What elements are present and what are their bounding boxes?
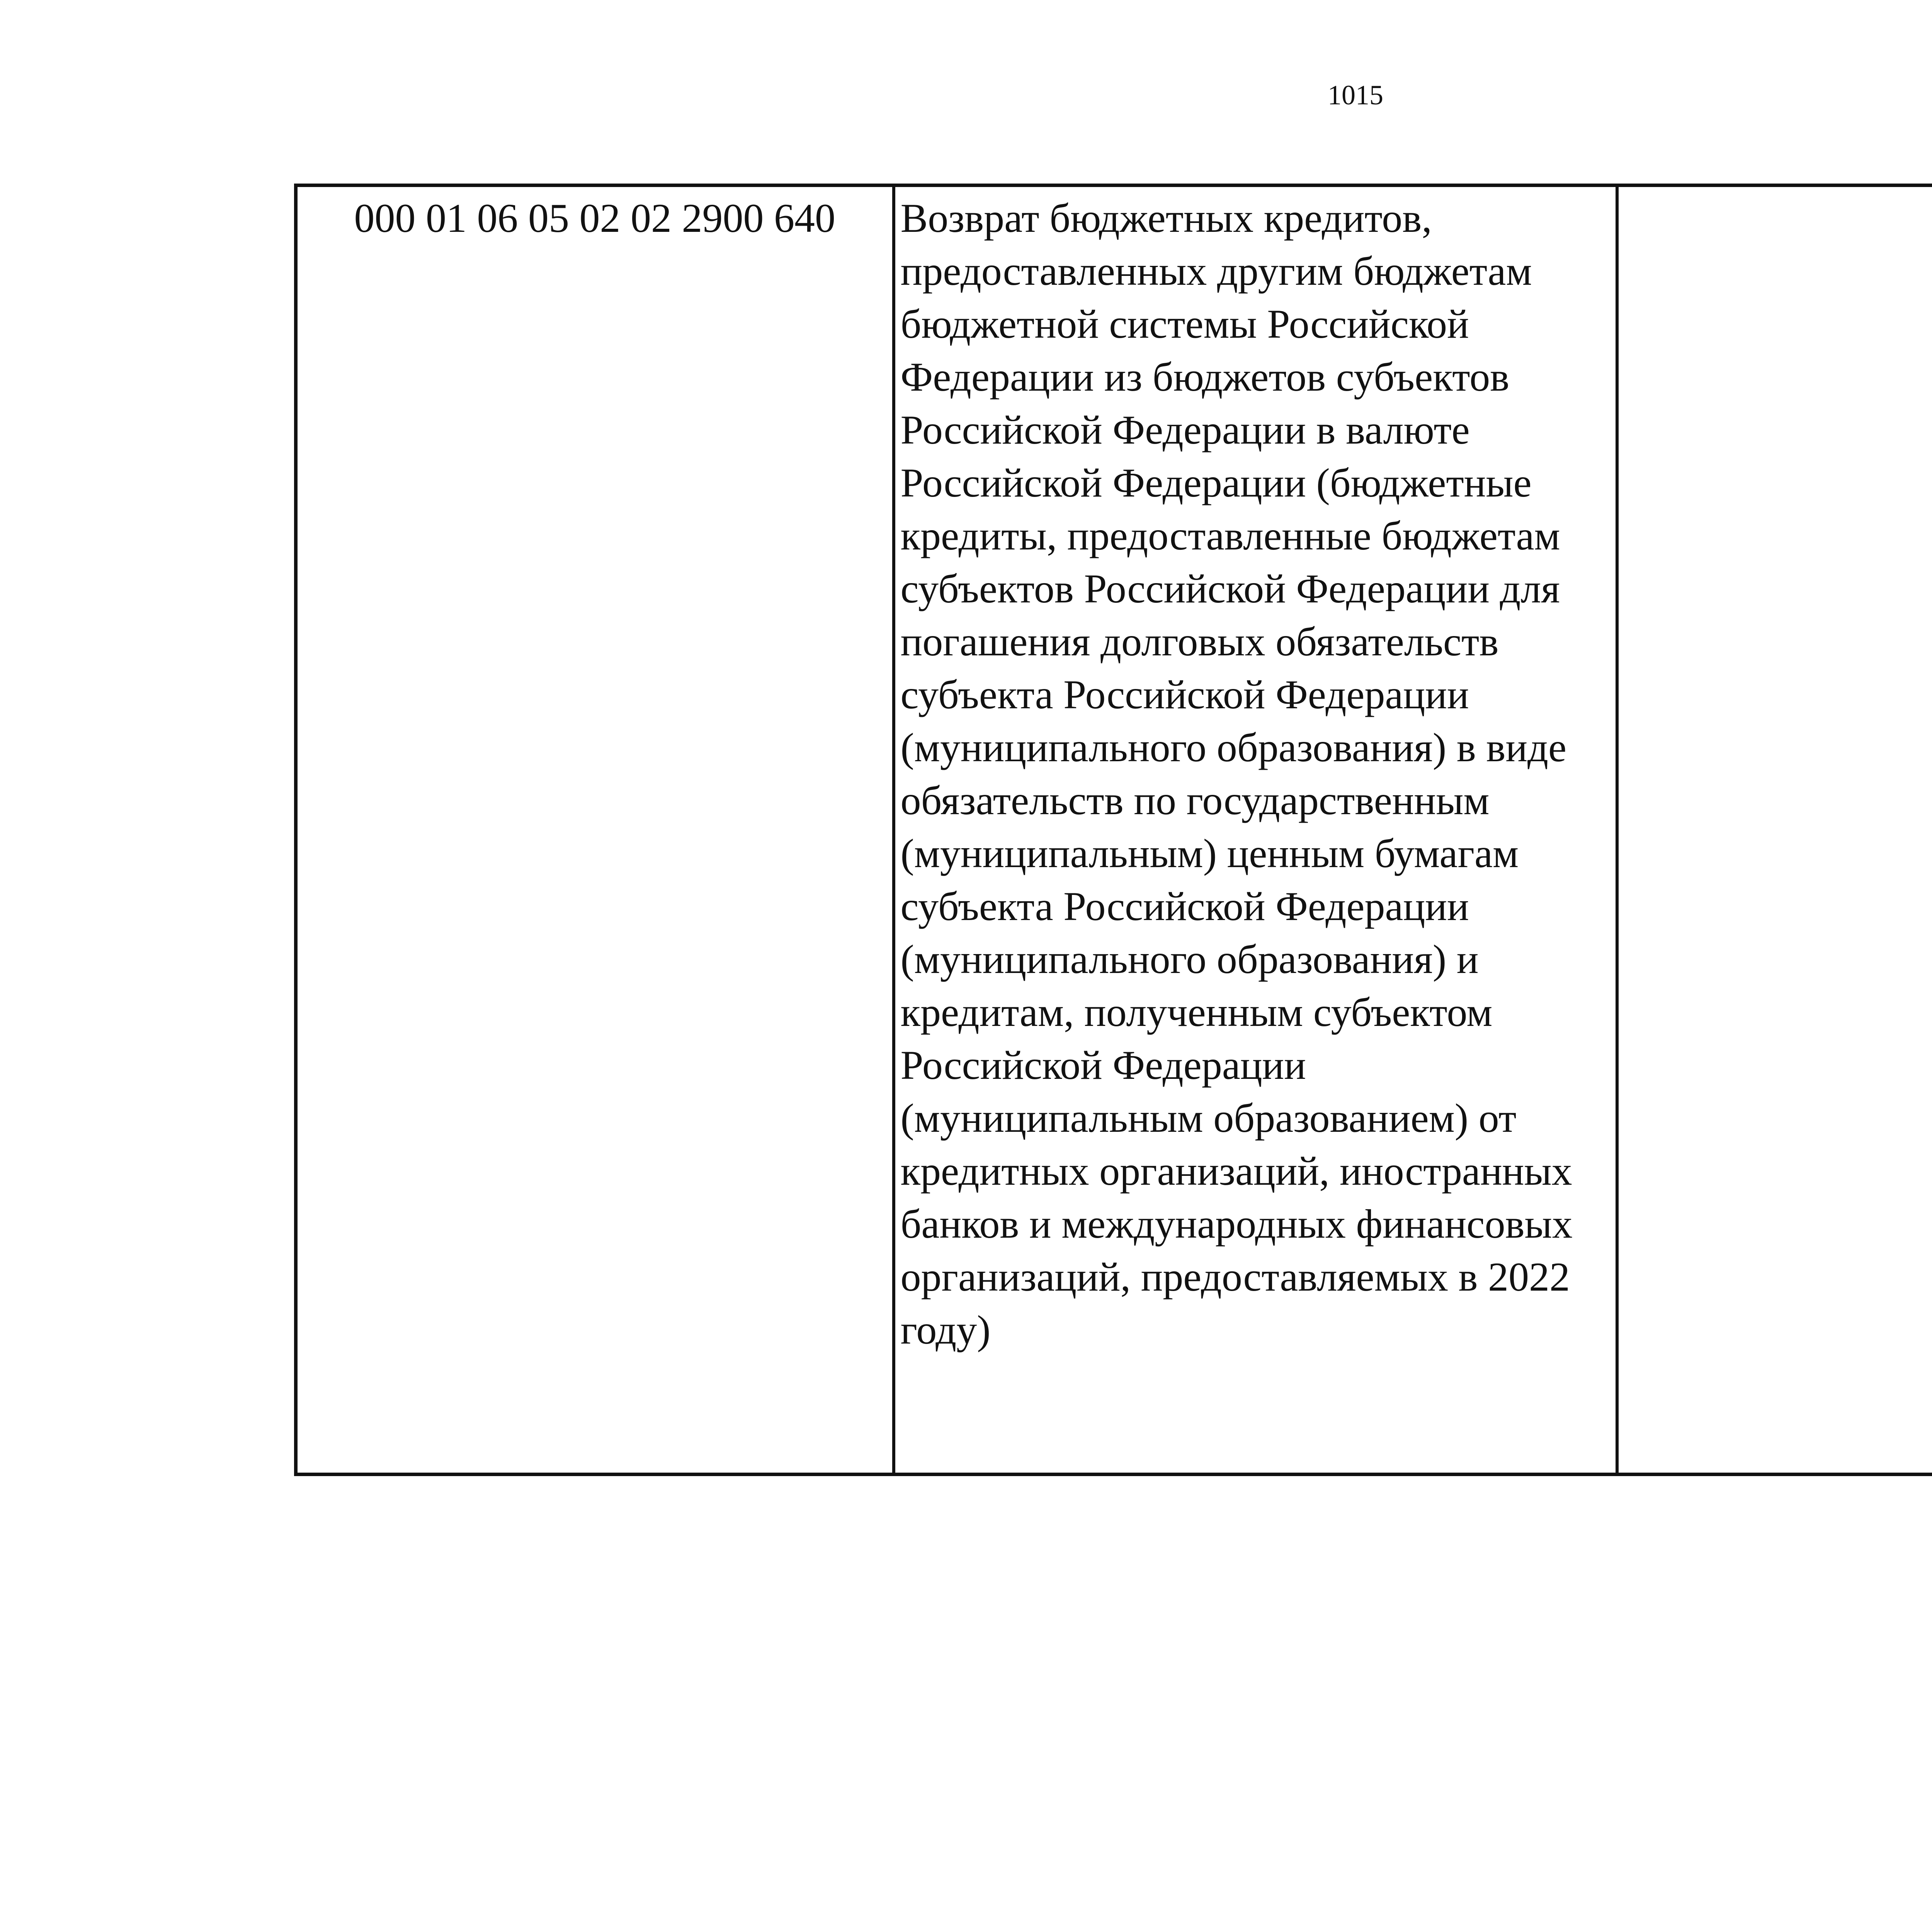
budget-code-cell: 000 01 06 05 02 02 2900 640 [296, 185, 894, 1475]
description-cell: Возврат бюджетных кредитов, предоставленных другим бюджетам бюджетной системы Российской Федерации из бюджетов субъектов Российской Федерации в валюте Российской Федерации (бюджетные кредиты, предоставленные бюджетам субъектов Российской Федерации для погашения долговых обязательств субъекта Российской Федерации (муниципального образования) в виде обязательств по государственным (муниципальным) ценным бумагам субъекта Российской Федерации (муниципального образования) и кредитам, полученным субъектом Российской Федерации (муниципальным образованием) от кредитных организаций, иностранных банков и международных финансовых организаций, предоставляемых в 2022 году) [894, 185, 1617, 1475]
page-number: 1015 [1328, 80, 1383, 111]
empty-cell [1617, 185, 1932, 1475]
budget-table [294, 184, 1932, 1476]
table-row [296, 185, 1932, 1475]
